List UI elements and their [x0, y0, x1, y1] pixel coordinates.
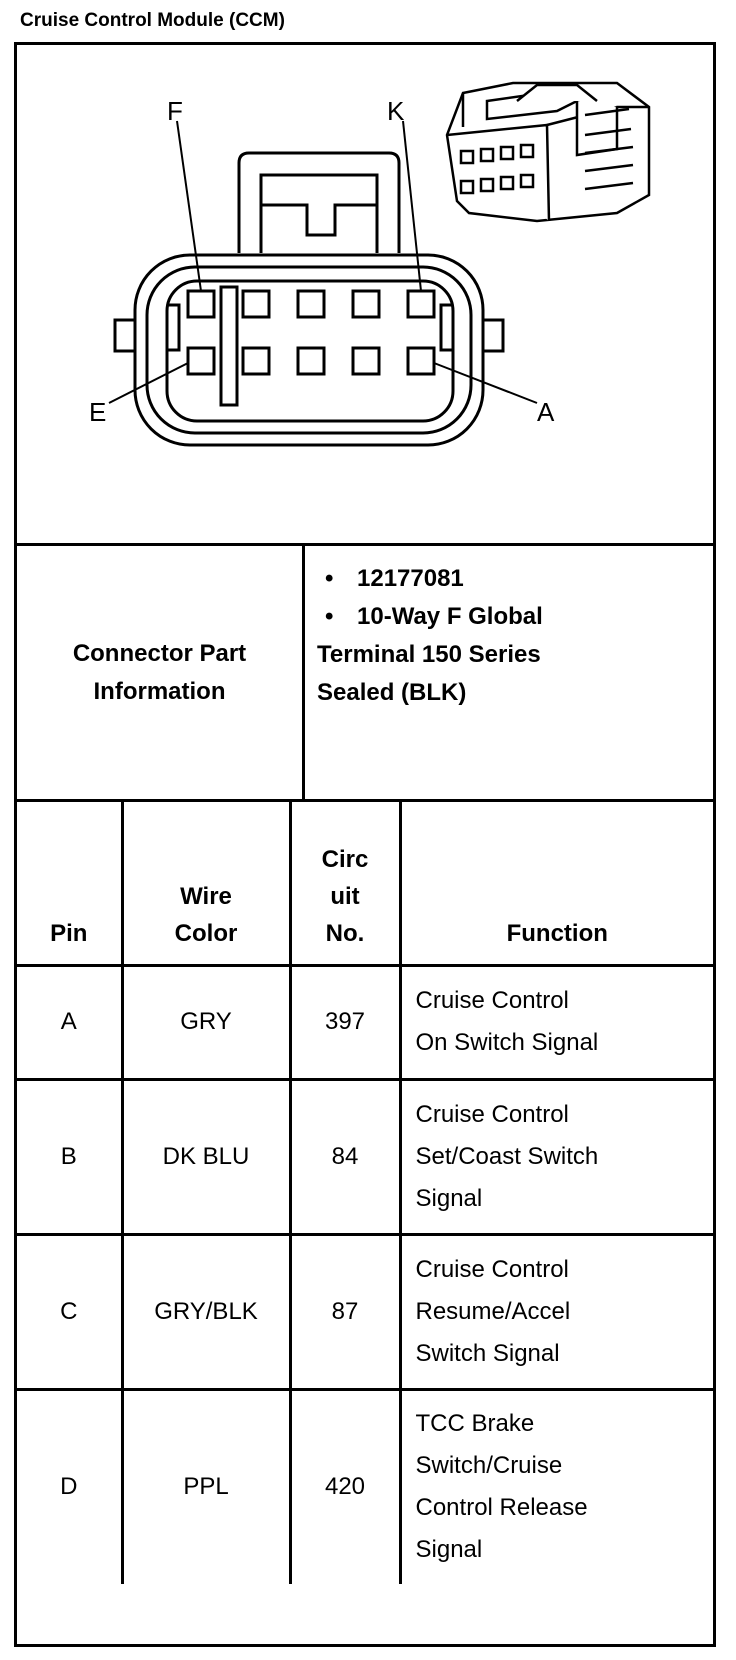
circuit-cell: 397: [290, 965, 400, 1079]
connector-diagram: [17, 45, 713, 546]
pin-cell: B: [17, 1079, 122, 1234]
pin-cell: D: [17, 1389, 122, 1584]
table-row: [17, 1389, 713, 1584]
circuit-cell: 420: [290, 1389, 400, 1584]
circuit-cell: 87: [290, 1234, 400, 1389]
part-description-1: 10-Way F Global: [357, 603, 543, 630]
connector-iso-illustration: [447, 83, 649, 221]
part-number: 12177081: [357, 565, 464, 592]
pin-table: [17, 802, 713, 1584]
function-cell: TCC Brake Switch/Cruise Control Release Signal: [400, 1389, 713, 1584]
table-row: [17, 1234, 713, 1389]
connector-frame: [14, 42, 716, 1647]
wire-color-cell: GRY/BLK: [122, 1234, 290, 1389]
page-title: Cruise Control Module (CCM): [20, 10, 285, 31]
function-cell: Cruise Control On Switch Signal: [400, 965, 713, 1079]
header-pin: Pin: [17, 802, 122, 965]
connector-part-label: Connector Part Information: [72, 639, 247, 705]
callout-e: E: [89, 397, 107, 427]
callout-a: A: [537, 397, 555, 427]
wire-color-cell: PPL: [122, 1389, 290, 1584]
table-row: [17, 1079, 713, 1234]
terminal-cavities: [188, 291, 434, 374]
callout-f: F: [167, 96, 183, 126]
pin-cell: C: [17, 1234, 122, 1389]
table-row: [17, 965, 713, 1079]
pin-cell: A: [17, 965, 122, 1079]
connector-part-info: [317, 560, 707, 712]
part-description-line: [317, 598, 707, 636]
function-cell: Cruise Control Set/Coast Switch Signal: [400, 1079, 713, 1234]
part-description-2: Terminal 150 Series: [317, 641, 541, 668]
part-number-line: [317, 560, 707, 598]
callout-k: K: [387, 96, 405, 126]
header-function: Function: [400, 802, 713, 965]
function-cell: Cruise Control Resume/Accel Switch Signal: [400, 1234, 713, 1389]
pin-table-header: [17, 802, 713, 965]
connector-part-row: [17, 546, 713, 802]
connector-part-label-cell: [17, 546, 305, 799]
bullet-icon: •: [325, 603, 334, 630]
header-circuit-no: Circ uit No.: [290, 802, 400, 965]
bullet-icon: •: [325, 565, 334, 592]
connector-face-svg: [17, 45, 713, 543]
header-wire-color: Wire Color: [122, 802, 290, 965]
wire-color-cell: DK BLU: [122, 1079, 290, 1234]
wire-color-cell: GRY: [122, 965, 290, 1079]
part-description-3: Sealed (BLK): [317, 679, 467, 706]
circuit-cell: 84: [290, 1079, 400, 1234]
